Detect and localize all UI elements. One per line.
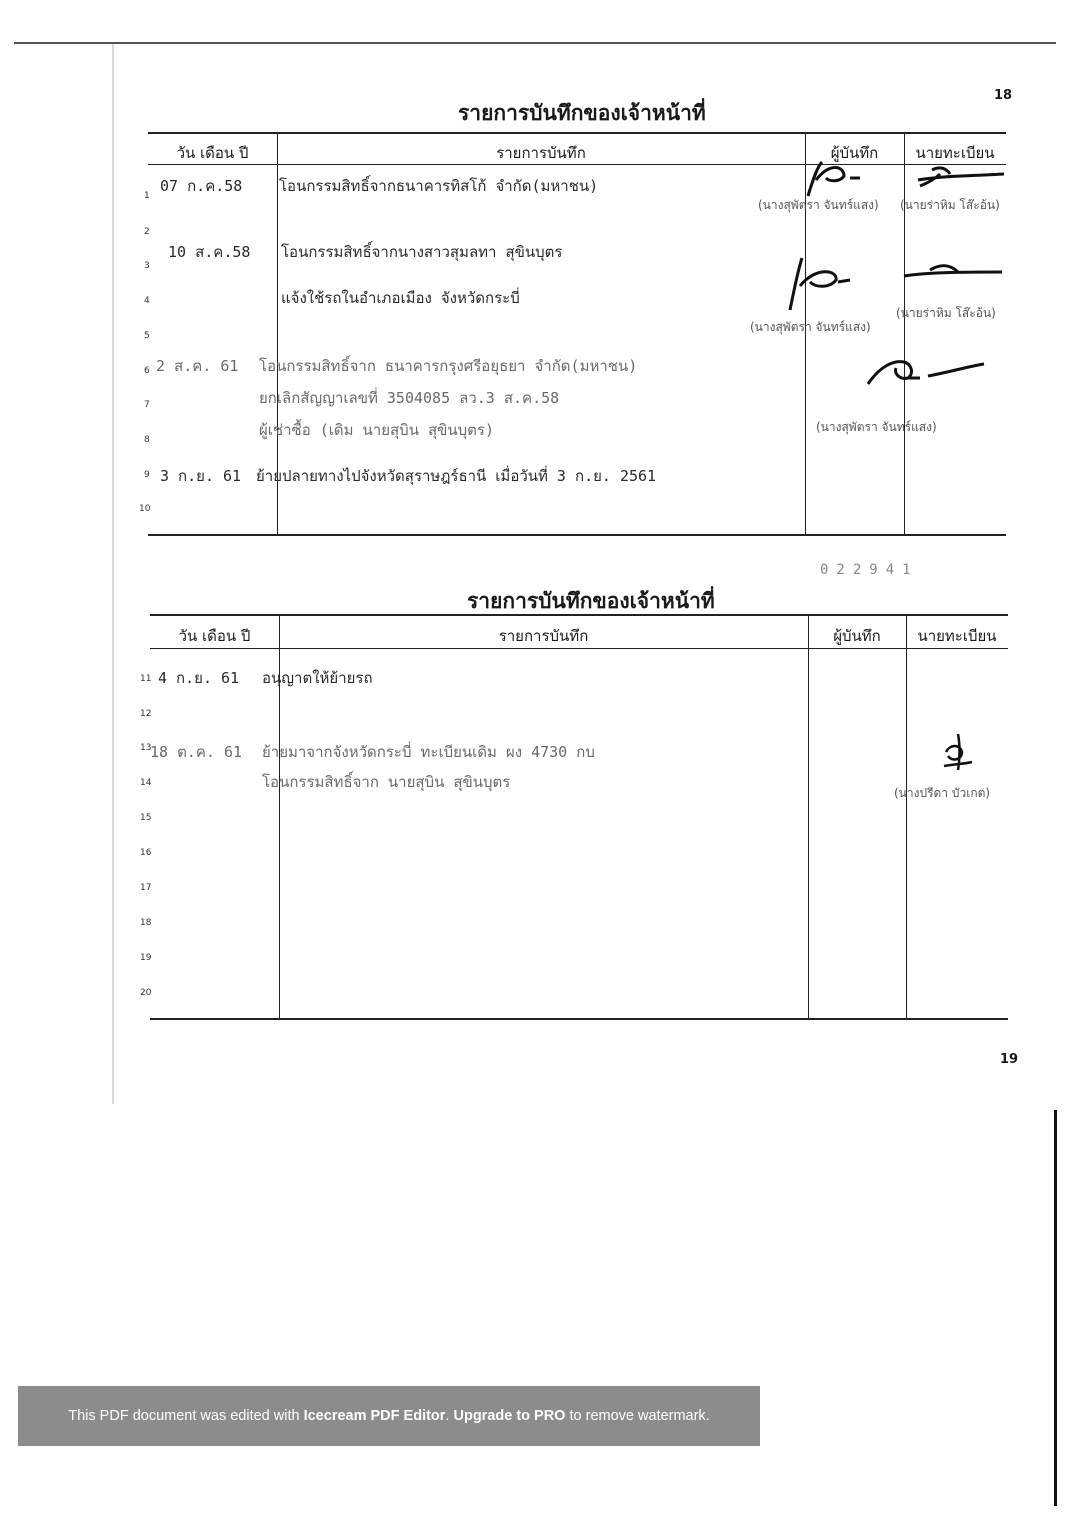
watermark-prefix: This PDF document was edited with (68, 1408, 300, 1424)
table2-col-divider-2 (808, 614, 809, 1018)
entry-text: โอนกรรมสิทธิ์จาก ธนาคารกรุงศรีอยุธยา จำกัด(มหาชน) (259, 357, 638, 375)
line-number: 5 (144, 331, 150, 341)
signature-name: (นายร่าหิม โส๊ะอ้น) (900, 198, 1000, 212)
watermark-upgrade-link[interactable]: Upgrade to PRO (453, 1408, 566, 1424)
line-number: 17 (140, 883, 152, 893)
watermark-middle: . (445, 1408, 450, 1424)
line-number: 9 (144, 470, 150, 480)
entry-date: 07 ก.ค.58 (160, 177, 243, 195)
entry-text: อนุญาตให้ย้ายรถ (262, 669, 373, 687)
line-number: 12 (140, 709, 152, 719)
line-number: 13 (140, 743, 152, 753)
line-number: 6 (144, 366, 150, 376)
table2-col-divider-3 (906, 614, 907, 1018)
watermark-suffix: to remove watermark. (569, 1408, 710, 1424)
entry-text: โอนกรรมสิทธิ์จาก นายสุบิน สุขินบุตร (262, 773, 511, 791)
table1-header-registrar: นายทะเบียน (915, 144, 995, 162)
line-number: 2 (144, 227, 150, 237)
handwritten-signature (860, 346, 990, 396)
line-number: 15 (140, 813, 152, 823)
line-number: 18 (140, 918, 152, 928)
line-number: 3 (144, 261, 150, 271)
table2-header-record: รายการบันทึก (498, 627, 589, 645)
table1-bottom-border (148, 534, 1006, 536)
entry-text: ผู้เช่าซื้อ (เดิม นายสุบิน สุขินบุตร) (259, 421, 494, 439)
handwritten-signature (936, 730, 980, 774)
page-number-top: 18 (994, 88, 1013, 103)
line-number: 14 (140, 778, 152, 788)
table2-header-date: วัน เดือน ปี (178, 627, 251, 645)
signature-name: (นายร่าหิม โส๊ะอ้น) (896, 306, 996, 320)
line-number: 11 (140, 674, 152, 684)
line-number: 19 (140, 953, 152, 963)
entry-text: โอนกรรมสิทธิ์จากนางสาวสุมลทา สุขินบุตร (281, 243, 563, 261)
signature-name: (นางสุพัตรา จันทร์แสง) (816, 420, 937, 434)
table2-header-recorder: ผู้บันทึก (833, 627, 881, 645)
section-title-1: รายการบันทึกของเจ้าหน้าที่ (458, 100, 706, 125)
line-number: 1 (144, 191, 150, 201)
entry-text: ย้ายมาจากจังหวัดกระบี่ ทะเบียนเดิม ผง 4730 กบ (262, 743, 595, 761)
entry-date: 2 ส.ค. 61 (156, 357, 239, 375)
scan-artifact-number: 022941 (820, 562, 919, 578)
table2-bottom-border (150, 1018, 1008, 1020)
line-number: 20 (140, 988, 152, 998)
section-title-2: รายการบันทึกของเจ้าหน้าที่ (467, 588, 715, 613)
table1-header-record: รายการบันทึก (496, 144, 586, 162)
line-number: 8 (144, 435, 150, 445)
signature-name: (นางสุพัตรา จันทร์แสง) (750, 320, 871, 334)
line-number: 7 (144, 400, 150, 410)
line-number: 10 (139, 504, 151, 514)
watermark-banner (18, 1386, 760, 1446)
entry-date: 18 ต.ค. 61 (150, 743, 243, 761)
table1-header-recorder: ผู้บันทึก (830, 144, 879, 162)
scan-edge-top (14, 42, 1056, 44)
scan-edge-left (112, 44, 114, 1104)
entry-date: 4 ก.ย. 61 (158, 669, 240, 687)
entry-date: 10 ส.ค.58 (168, 243, 251, 261)
entry-text: แจ้งใช้รถในอำเภอเมือง จังหวัดกระบี่ (281, 289, 520, 307)
table1-header-date: วัน เดือน ปี (176, 144, 249, 162)
scan-edge-right (1054, 1110, 1057, 1506)
signature-name: (นางปรีดา บัวเกต) (894, 786, 991, 800)
line-number: 4 (144, 296, 150, 306)
entry-text: โอนกรรมสิทธิ์จากธนาคารทิสโก้ จำกัด(มหาชน) (279, 177, 599, 195)
entry-date: 3 ก.ย. 61 (160, 467, 242, 485)
entry-text: ยกเลิกสัญญาเลขที่ 3504085 ลว.3 ส.ค.58 (259, 389, 560, 407)
table2-header-registrar: นายทะเบียน (917, 627, 997, 645)
watermark-product: Icecream PDF Editor (303, 1408, 446, 1424)
signature-name: (นางสุพัตรา จันทร์แสง) (758, 198, 879, 212)
page-number-bottom: 19 (1000, 1052, 1019, 1067)
line-number: 16 (140, 848, 152, 858)
entry-text: ย้ายปลายทางไปจังหวัดสุราษฎร์ธานี เมื่อวันที่ 3 ก.ย. 2561 (256, 467, 657, 485)
